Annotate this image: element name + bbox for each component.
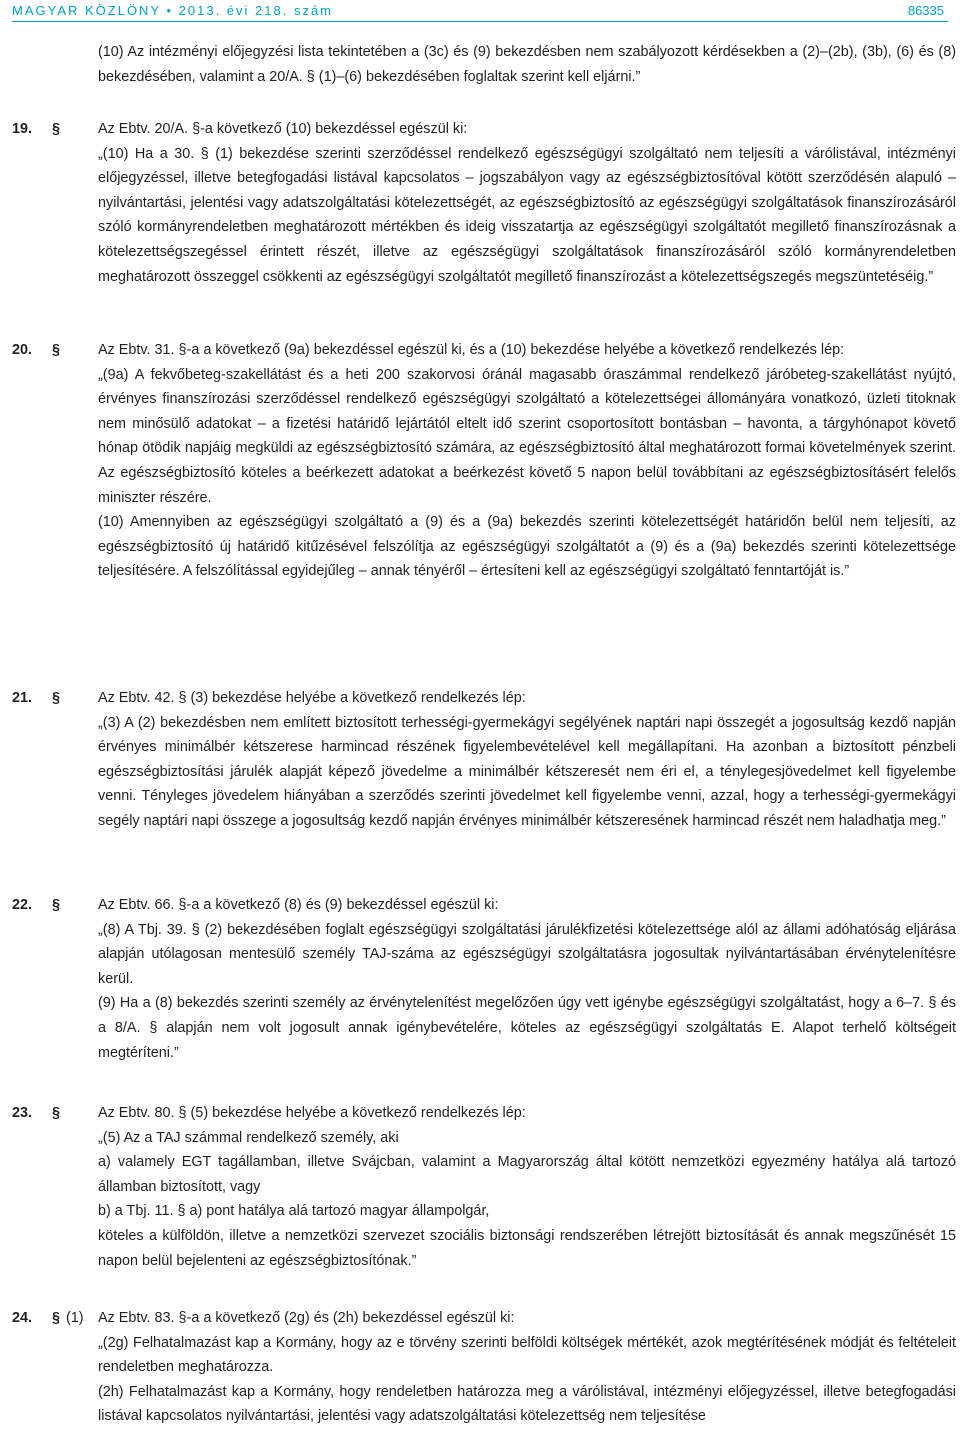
section-paragraph: b) a Tbj. 11. § a) pont hatálya alá tartozó magyar állampolgár, <box>98 1203 490 1220</box>
section-20 <box>0 338 960 584</box>
section-number: 20. § <box>12 342 61 358</box>
section-paragraph: köteles a külföldön, illetve a nemzetközi szervezet szociális biztonsági rendszerében létrejött biztosítását és annak megszűnését 15 napon belül bejelenteni az egészségbiztosítónak.” <box>98 1227 956 1269</box>
journal-title: MAGYAR KÖZLÖNY • 2013. évi 218. szám <box>12 3 333 18</box>
section-22 <box>0 893 960 1065</box>
section-paragraph: „(2g) Felhatalmazást kap a Kormány, hogy az e törvény szerinti belföldi költségek mértékét, azok megtérítésének módját és feltételeit rendeletben meghatározza. <box>98 1334 956 1376</box>
subsection-number: (1) <box>66 1310 84 1326</box>
section-21 <box>0 686 960 834</box>
section-23 <box>0 1101 960 1273</box>
page-number: 86335 <box>907 3 944 18</box>
intro-paragraph: (10) Az intézményi előjegyzési lista tekintetében a (3c) és (9) bekezdésben nem szabályozott kérdésekben a (2)–(2b), (3b), (6) és (8) bekezdésében, valamint a 20/A. § (1)–(6) bekezdésében foglaltak szerint kell eljárni.” <box>98 44 956 85</box>
section-paragraph: a) valamely EGT tagállamban, illetve Svájcban, valamint a Magyarország által kötött nemzetközi egyezmény hatálya alá tartozó államban biztosított, vagy <box>98 1154 956 1195</box>
section-lead: Az Ebtv. 80. § (5) bekezdése helyébe a következő rendelkezés lép: <box>98 1105 526 1121</box>
section-paragraph: „(9a) A fekvőbeteg-szakellátást és a heti 200 szakorvosi óránál magasabb óraszámmal rendelkező járóbeteg-szakellátást nyújtó, érvényes finanszírozási szerződéssel rendelkező egészségügyi szolgáltató a kötelezettségei állományára vonatkozó, üzleti titoknak nem minősülő adatokat – a fizetési határidő lejártától eltelt idő szerint csoportosított bontásban – havonta, a tárgyhónapot követő hónap ötödik napjáig megküldi az egészségbiztosító számára, az egészségbiztosító által meghatározott formai követelmények szerint. Az egészségbiztosító köteles a beérkezett adatokat a beérkezést követő 5 napon belül továbbítani az egészségbiztosításért felelős miniszter részére. <box>98 366 956 506</box>
section-paragraph: (2h) Felhatalmazást kap a Kormány, hogy rendeletben határozza meg a várólistával, intézményi előjegyzéssel, illetve betegfogadási listával kapcsolatos nyilvántartási, jelentési vagy adatszolgáltatási kötelezettség nem teljesítése <box>98 1383 956 1425</box>
section-number: 23. § <box>12 1105 61 1121</box>
section-number: 22. § <box>12 897 61 913</box>
section-paragraph: „(10) Ha a 30. § (1) bekezdése szerinti szerződéssel rendelkező egészségügyi szolgáltató nem teljesíti a várólistával, intézményi előjegyzéssel, illetve betegfogadási listával kapcsolatos – jogszabályon vagy az egészségbiztosítóval kötött szerződésén alapuló – nyilvántartási, jelentési vagy adatszolgáltatási kötelezettségét, az egészségbiztosító az egészségügyi szolgáltatások finanszírozásáról szóló kormányrendeletben meghatározott mértékben és ideig visszatartja az egészségügyi szolgáltatót megillető finanszírozásnak a kötelezettségszegéssel érintett részét, illetve az egészségügyi szolgáltatások finanszírozásáról szóló kormányrendeletben meghatározott összeggel csökkenti az egészségügyi szolgáltatót megillető finanszírozást a kötelezettségszegés megszüntetéséig.” <box>98 145 956 285</box>
section-paragraph: „(5) Az a TAJ számmal rendelkező személy, aki <box>98 1129 399 1146</box>
section-paragraph: (10) Amennyiben az egészségügyi szolgáltató a (9) és a (9a) bekezdés szerinti kötelezettségét határidőn belül nem teljesíti, az egészségbiztosító új határidő kitűzésével felszólítja az egészségügyi szolgáltatót a (9) és a (9a) bekezdés szerinti kötelezettsége teljesítésére. A felszólítással egyidejűleg – annak tényéről – értesíteni kell az egészségügyi szolgáltató fenntartóját is.” <box>98 514 956 580</box>
header-rule <box>12 21 948 22</box>
page-header <box>12 0 948 22</box>
intro-block <box>0 40 960 89</box>
section-lead: Az Ebtv. 31. §-a a következő (9a) bekezdéssel egészül ki, és a (10) bekezdése helyébe a következő rendelkezés lép: <box>98 342 845 358</box>
section-number: 19. § <box>12 121 61 137</box>
section-number: 24. § <box>12 1310 61 1326</box>
section-number: 21. § <box>12 690 61 706</box>
section-lead: Az Ebtv. 83. §-a a következő (2g) és (2h) bekezdéssel egészül ki: <box>98 1310 515 1326</box>
section-19 <box>0 117 960 289</box>
section-paragraph: „(3) A (2) bekezdésben nem említett biztosított terhességi-gyermekágyi segélyének naptári napi összegét a jogosultság kezdő napján érvényes minimálbér kétszerese harmincad részének figyelembevételével kell megállapítani. Ha azonban a biztosított pénzbeli egészségbiztosítási járulék alapját képező jövedelme a minimálbér kétszeresét nem éri el, a ténylegesjövedelmet kell figyelembe venni. Tényleges jövedelem hiányában a szerződés szerinti jövedelmet kell figyelembe venni, azzal, hogy a terhességi-gyermekágyi segély naptári napi összege a jogosultság kezdő napján érvényes minimálbér kétszeresének harmincad részét nem haladhatja meg.” <box>98 714 956 829</box>
section-paragraph: „(8) A Tbj. 39. § (2) bekezdésében foglalt egészségügyi szolgáltatási járulékfizetési kötelezettsége alól az állami adóhatóság eljárása alapján utólagosan mentesülő személy TAJ-száma az egészségügyi szolgáltatásra jogosultak nyilvántartásában érvénytelenítésre kerül. <box>98 921 956 987</box>
section-24 <box>0 1306 960 1429</box>
section-paragraph: (9) Ha a (8) bekezdés szerinti személy az érvénytelenítést megelőzően úgy vett igénybe egészségügyi szolgáltatást, hogy a 6–7. § és a 8/A. § alapján nem volt jogosult annak igénybevételére, köteles az egészségügyi szolgáltatás E. Alapot terhelő költségeit megtéríteni.” <box>98 995 956 1061</box>
section-lead: Az Ebtv. 20/A. §-a következő (10) bekezdéssel egészül ki: <box>98 121 468 137</box>
section-lead: Az Ebtv. 42. § (3) bekezdése helyébe a következő rendelkezés lép: <box>98 690 526 706</box>
section-lead: Az Ebtv. 66. §-a a következő (8) és (9) bekezdéssel egészül ki: <box>98 897 499 913</box>
